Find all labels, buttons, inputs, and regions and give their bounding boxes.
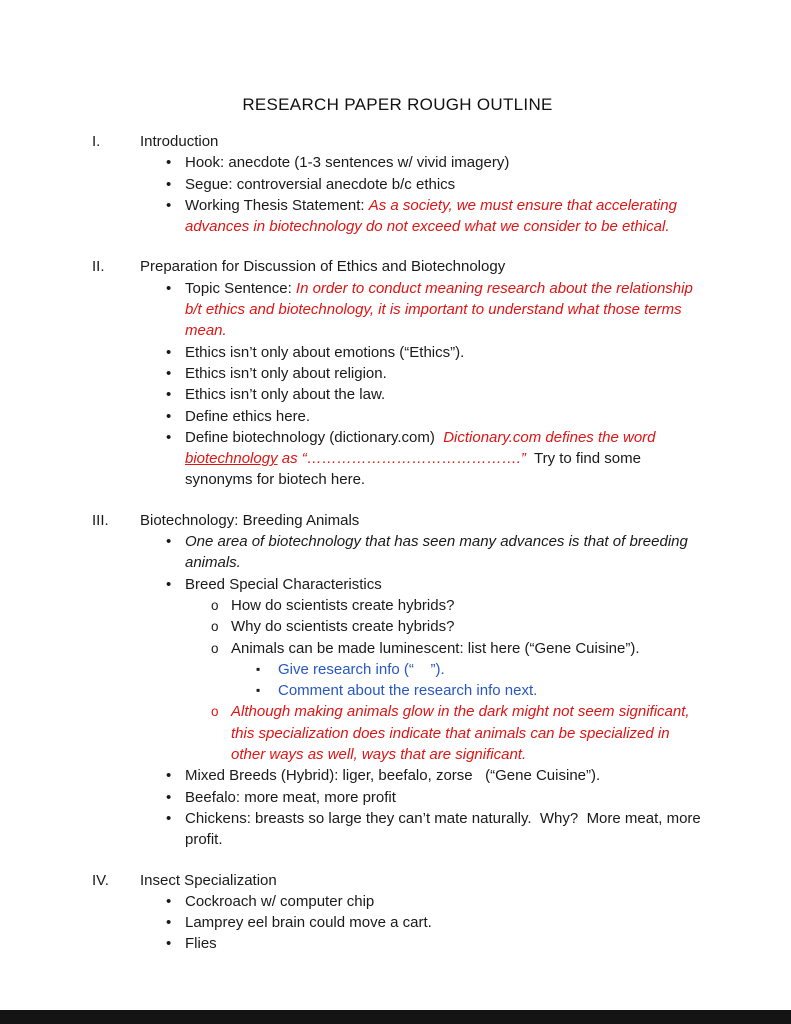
section-numeral: IV. — [92, 871, 109, 889]
text-segment: Animals can be made luminescent: list here (“Gene Cuisine”). — [231, 639, 640, 657]
bullet-marker: • — [166, 788, 172, 806]
outline-item — [92, 342, 703, 363]
section-heading: Preparation for Discussion of Ethics and Biotechnology — [140, 258, 506, 276]
section-row — [92, 131, 703, 152]
section-numeral: I. — [92, 133, 101, 150]
outline-item — [92, 574, 703, 595]
outline-item — [92, 701, 703, 765]
text-segment: Why do scientists create hybrids? — [231, 618, 455, 636]
bullet-marker: • — [166, 386, 172, 404]
item-text — [185, 174, 703, 195]
outline-item — [92, 680, 703, 701]
text-segment: Ethics isn’t only about religion. — [185, 364, 387, 382]
text-segment: Beefalo: more meat, more profit — [185, 788, 396, 806]
outline-item — [92, 384, 703, 405]
outline-item — [92, 765, 703, 786]
text-segment: Define ethics here. — [185, 407, 311, 425]
outline-item — [92, 912, 703, 933]
item-text — [185, 152, 703, 173]
section-heading: Biotechnology: Breeding Animals — [140, 511, 360, 529]
bullet-marker: • — [166, 914, 172, 932]
outline-item — [92, 531, 703, 574]
bullet-marker: • — [166, 533, 172, 551]
text-segment: Topic Sentence: — [185, 279, 296, 297]
outline-item — [92, 659, 703, 680]
outline-item — [92, 152, 703, 173]
bullet-marker: • — [166, 154, 172, 172]
outline-item — [92, 787, 703, 808]
outline-item — [92, 427, 703, 491]
text-segment: Breed Special Characteristics — [185, 575, 382, 593]
bullet-marker: • — [166, 935, 172, 953]
text-segment: Flies — [185, 935, 217, 953]
outline-item — [92, 406, 703, 427]
circle-marker: o — [211, 619, 219, 635]
item-text — [185, 363, 703, 384]
text-segment: Mixed Breeds (Hybrid): liger, beefalo, zorse (“Gene Cuisine”). — [185, 767, 601, 785]
item-text — [231, 616, 703, 637]
section-row — [92, 256, 703, 277]
square-marker: ▪ — [256, 661, 261, 676]
text-segment: Ethics isn’t only about the law. — [185, 386, 386, 404]
bullet-marker: • — [166, 575, 172, 593]
bullet-marker: • — [166, 196, 172, 214]
text-segment: Dictionary.com defines the word — [443, 428, 660, 446]
bottom-bar — [0, 1010, 791, 1024]
item-text — [231, 595, 703, 616]
bullet-marker: • — [166, 364, 172, 382]
text-segment: biotechnology — [185, 450, 278, 468]
section-numeral: III. — [92, 511, 109, 529]
item-text — [185, 787, 703, 808]
section-row — [92, 870, 703, 891]
circle-marker: o — [211, 597, 219, 613]
item-text — [278, 680, 703, 701]
item-text — [185, 574, 703, 595]
outline-item — [92, 363, 703, 384]
text-segment: How do scientists create hybrids? — [231, 596, 455, 614]
text-segment: One area of biotechnology that has seen many advances is that of breeding animals. — [185, 533, 693, 572]
bullet-marker: • — [166, 809, 172, 827]
text-segment: In order to conduct meaning research about the relationship b/t ethics and biotechnology, it is important to understand what those terms mean. — [185, 279, 697, 340]
bullet-marker: • — [166, 767, 172, 785]
bullet-marker: • — [166, 175, 172, 193]
bullet-marker: • — [166, 892, 172, 910]
section-heading: Insect Specialization — [140, 871, 277, 889]
item-text — [185, 891, 703, 912]
item-text — [185, 384, 703, 405]
text-segment: Lamprey eel brain could move a cart. — [185, 914, 432, 932]
item-text — [185, 342, 703, 363]
text-segment: Segue: controversial anecdote b/c ethics — [185, 175, 456, 193]
outline-item — [92, 891, 703, 912]
outline-item — [92, 595, 703, 616]
section-row — [92, 510, 703, 531]
section-heading: Introduction — [140, 133, 219, 150]
item-text — [185, 765, 703, 786]
bullet-marker: • — [166, 279, 172, 297]
outline-item — [92, 808, 703, 851]
text-segment: Ethics isn’t only about emotions (“Ethics”). — [185, 343, 465, 361]
item-text — [231, 701, 703, 765]
text-segment: Comment about the research info next. — [278, 682, 538, 700]
text-segment: Working Thesis Statement: — [185, 196, 369, 214]
document-title: RESEARCH PAPER ROUGH OUTLINE — [242, 95, 553, 114]
circle-marker: o — [211, 640, 219, 656]
text-segment: as “…………………………………….” — [277, 450, 526, 468]
text-segment: Cockroach w/ computer chip — [185, 892, 375, 910]
text-segment: Although making animals glow in the dark might not seem significant, this specialization does indicate that animals can be specialized in other ways as well, ways that are significant. — [231, 703, 694, 764]
outline-item — [92, 174, 703, 195]
item-text — [185, 195, 703, 238]
outline-item — [92, 933, 703, 954]
text-segment: Hook: anecdote (1-3 sentences w/ vivid imagery) — [185, 154, 510, 172]
item-text — [278, 659, 703, 680]
item-text — [185, 808, 703, 851]
outline-item — [92, 638, 703, 659]
item-text — [185, 531, 703, 574]
item-text — [185, 427, 703, 491]
bullet-marker: • — [166, 343, 172, 361]
bullet-marker: • — [166, 407, 172, 425]
item-text — [185, 933, 703, 954]
text-segment: Define biotechnology (dictionary.com) — [185, 428, 444, 446]
outline-item — [92, 195, 703, 238]
bullet-marker: • — [166, 428, 172, 446]
outline-item — [92, 616, 703, 637]
text-segment: Chickens: breasts so large they can’t mate naturally. Why? More meat, more profit. — [185, 809, 705, 849]
item-text — [185, 278, 703, 342]
outline — [92, 131, 703, 955]
item-text — [185, 912, 703, 933]
circle-marker: o — [211, 704, 219, 720]
item-text — [185, 406, 703, 427]
section-numeral: II. — [92, 258, 105, 276]
text-segment: Give research info (“ ”). — [278, 660, 445, 678]
outline-item — [92, 278, 703, 342]
square-marker: ▪ — [256, 683, 261, 698]
text-segment: Try to find some synonyms for biotech here. — [185, 450, 646, 489]
text-segment: As a society, we must ensure that accelerating advances in biotechnology do not exceed what we consider to be ethical. — [185, 196, 682, 236]
item-text — [231, 638, 703, 659]
